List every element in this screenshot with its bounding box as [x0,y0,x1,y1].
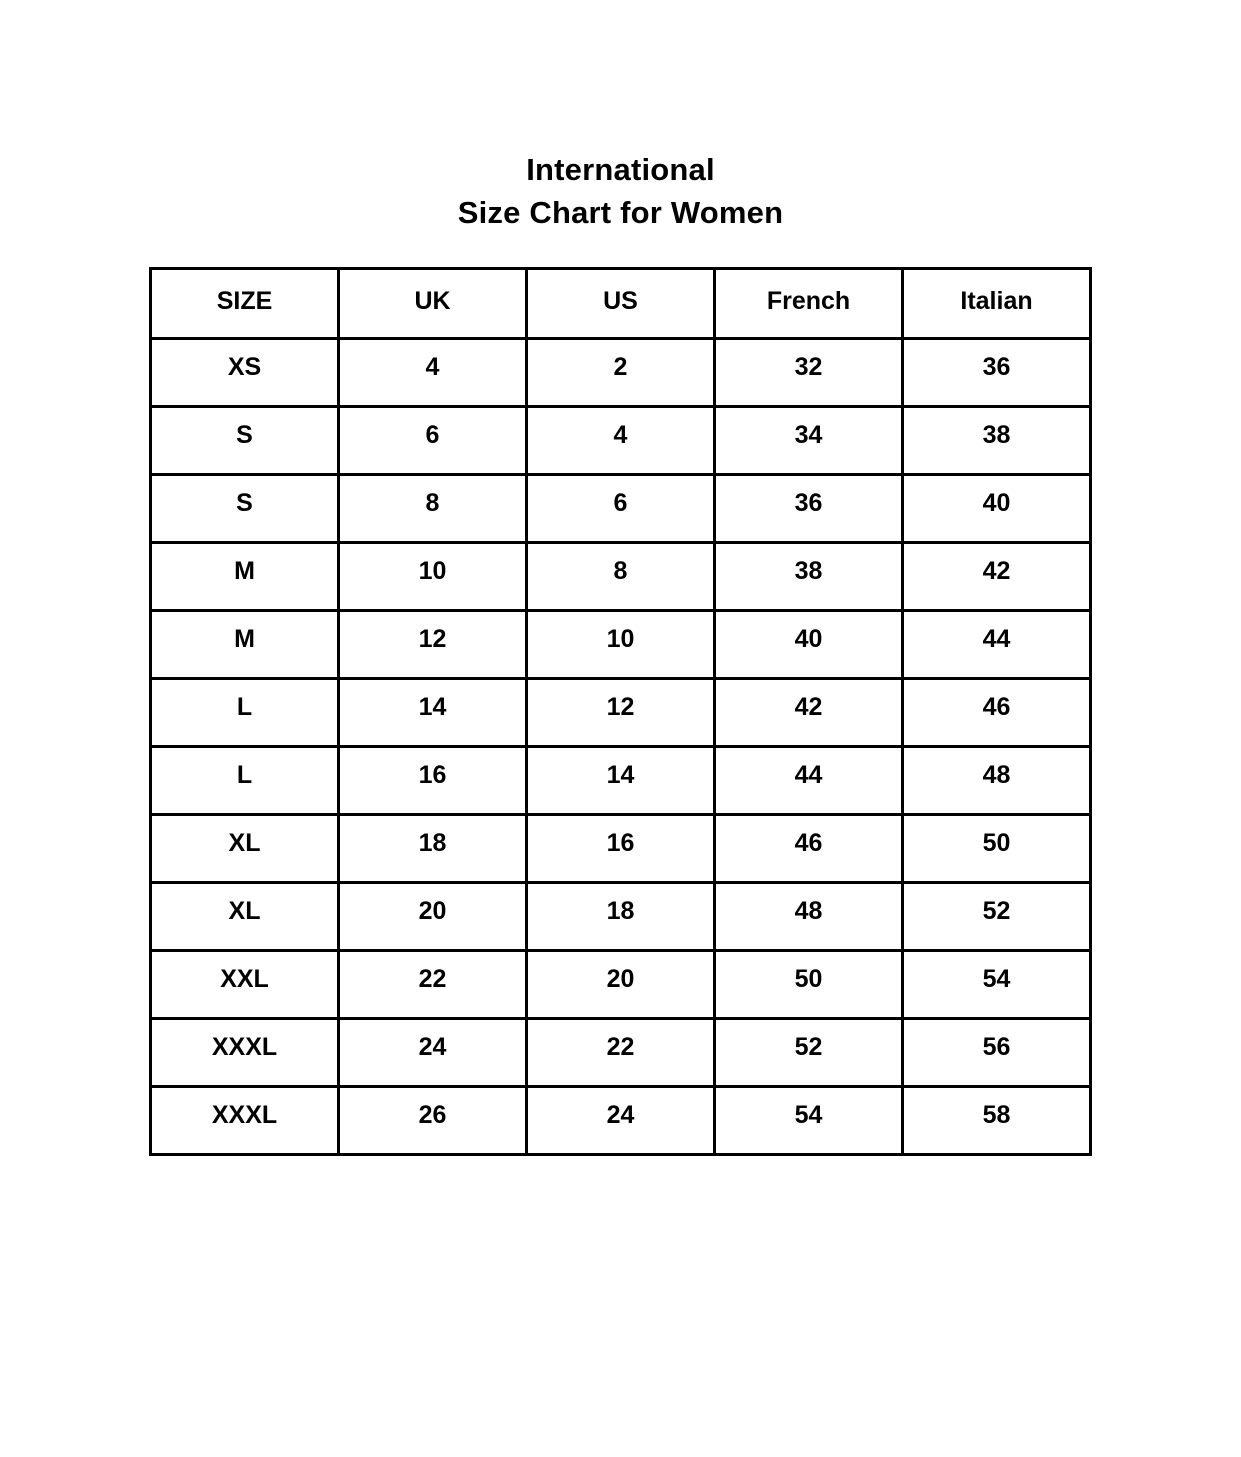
table-row [151,339,1091,407]
french-cell: 54 [715,1087,903,1155]
italian-cell: 52 [903,883,1091,951]
size-cell: S [151,407,339,475]
table-row [151,747,1091,815]
size-cell: S [151,475,339,543]
uk-cell: 8 [339,475,527,543]
uk-cell: 4 [339,339,527,407]
french-cell: 38 [715,543,903,611]
french-cell: 40 [715,611,903,679]
column-header-size: SIZE [151,269,339,339]
us-cell: 8 [527,543,715,611]
column-header-italian: Italian [903,269,1091,339]
us-cell: 10 [527,611,715,679]
size-cell: M [151,611,339,679]
uk-cell: 10 [339,543,527,611]
size-cell: XL [151,883,339,951]
table-row [151,475,1091,543]
page-title [0,148,1241,234]
us-cell: 22 [527,1019,715,1087]
italian-cell: 48 [903,747,1091,815]
us-cell: 24 [527,1087,715,1155]
size-cell: XXL [151,951,339,1019]
size-chart-table [149,267,1092,1156]
table-row [151,407,1091,475]
italian-cell: 54 [903,951,1091,1019]
table-row [151,611,1091,679]
french-cell: 32 [715,339,903,407]
italian-cell: 56 [903,1019,1091,1087]
uk-cell: 16 [339,747,527,815]
uk-cell: 6 [339,407,527,475]
table-row [151,951,1091,1019]
column-header-french: French [715,269,903,339]
size-cell: XXXL [151,1019,339,1087]
french-cell: 52 [715,1019,903,1087]
size-cell: XS [151,339,339,407]
uk-cell: 12 [339,611,527,679]
italian-cell: 46 [903,679,1091,747]
us-cell: 14 [527,747,715,815]
size-cell: XXXL [151,1087,339,1155]
table-row [151,883,1091,951]
size-cell: XL [151,815,339,883]
header-row [151,269,1091,339]
french-cell: 48 [715,883,903,951]
table-row [151,543,1091,611]
size-cell: L [151,679,339,747]
italian-cell: 40 [903,475,1091,543]
italian-cell: 36 [903,339,1091,407]
italian-cell: 38 [903,407,1091,475]
french-cell: 42 [715,679,903,747]
table-row [151,1019,1091,1087]
us-cell: 2 [527,339,715,407]
us-cell: 12 [527,679,715,747]
italian-cell: 44 [903,611,1091,679]
table-row [151,815,1091,883]
us-cell: 20 [527,951,715,1019]
french-cell: 50 [715,951,903,1019]
uk-cell: 26 [339,1087,527,1155]
page-title-line1: International [526,152,715,187]
table-row [151,1087,1091,1155]
column-header-uk: UK [339,269,527,339]
uk-cell: 20 [339,883,527,951]
french-cell: 44 [715,747,903,815]
column-header-us: US [527,269,715,339]
us-cell: 6 [527,475,715,543]
italian-cell: 50 [903,815,1091,883]
us-cell: 4 [527,407,715,475]
page-title-line2: Size Chart for Women [457,195,784,230]
italian-cell: 58 [903,1087,1091,1155]
us-cell: 18 [527,883,715,951]
size-cell: L [151,747,339,815]
french-cell: 36 [715,475,903,543]
french-cell: 46 [715,815,903,883]
uk-cell: 14 [339,679,527,747]
italian-cell: 42 [903,543,1091,611]
uk-cell: 18 [339,815,527,883]
uk-cell: 22 [339,951,527,1019]
french-cell: 34 [715,407,903,475]
size-cell: M [151,543,339,611]
us-cell: 16 [527,815,715,883]
table-row [151,679,1091,747]
uk-cell: 24 [339,1019,527,1087]
